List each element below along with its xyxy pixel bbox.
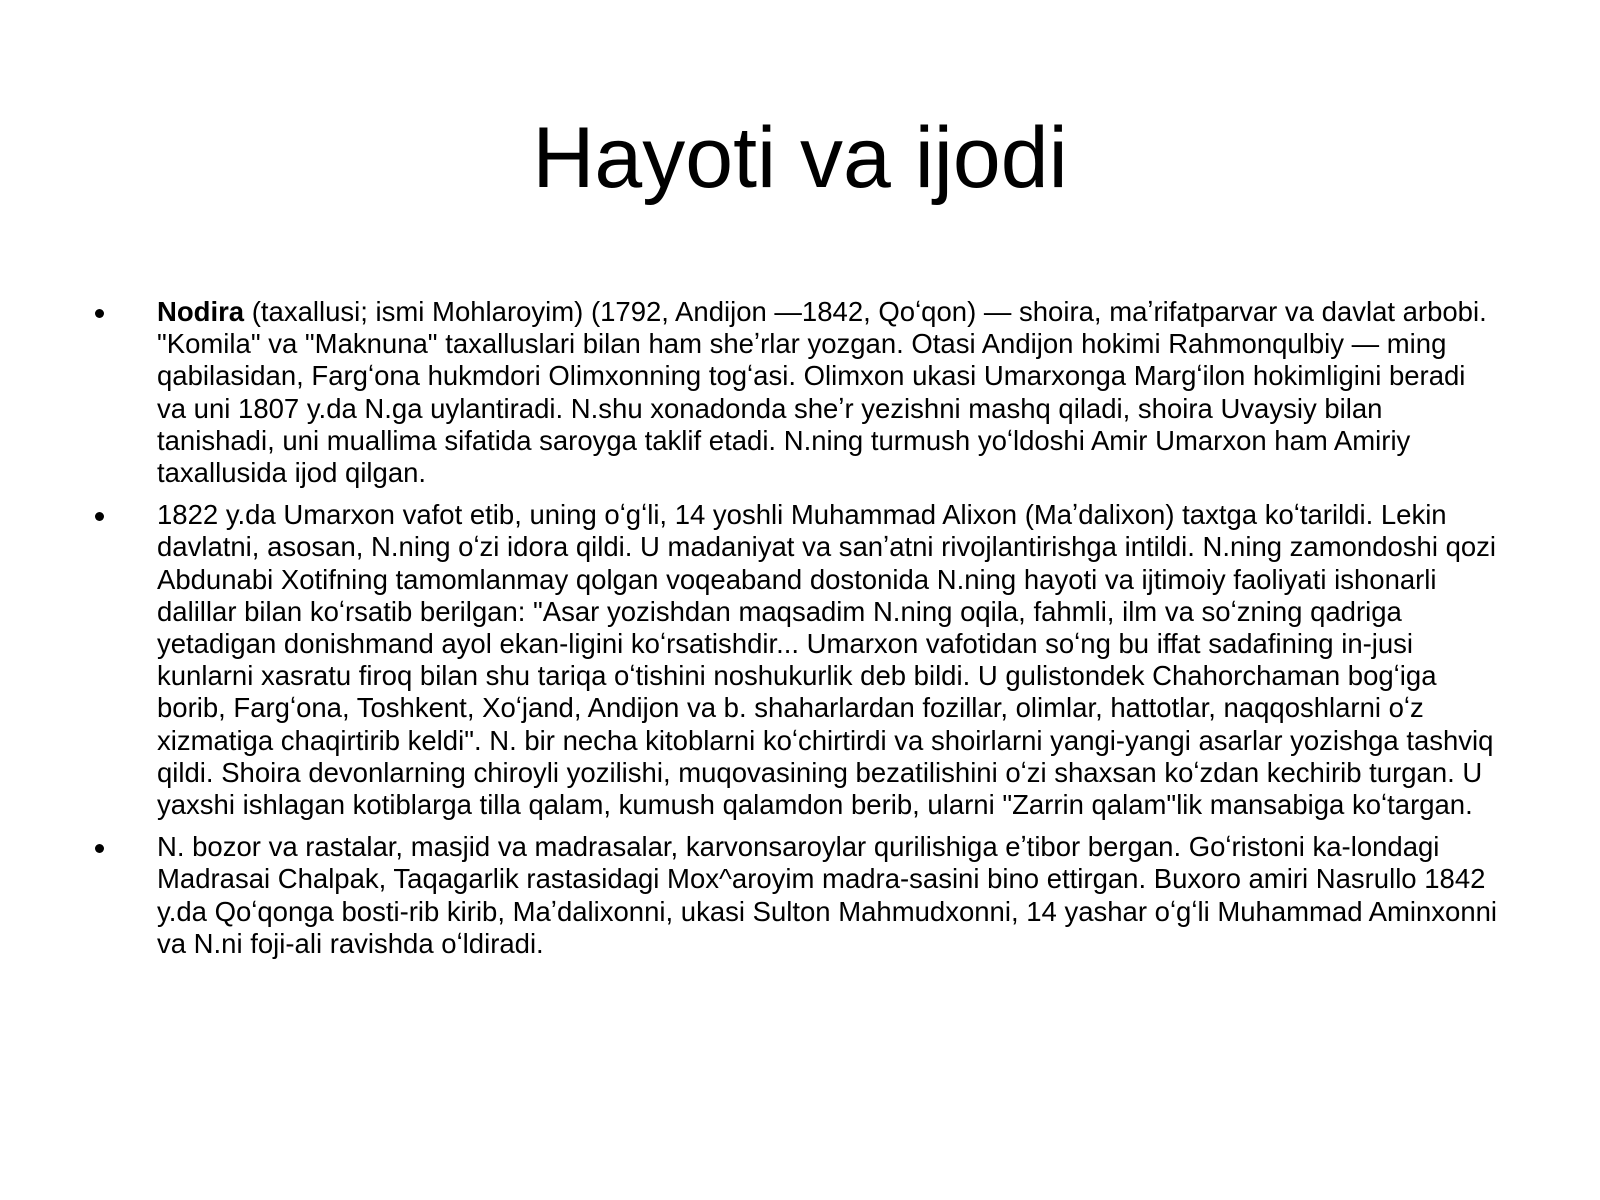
bullet-body: N. bozor va rastalar, masjid va madrasalar, karvonsaroylar qurilishiga eʼtibor bergan. Goʻristoni ka-londagi Madrasai Chalpak, Taqagarlik rastasidagi Mox^aroyim madra-sasini bino ettirgan. Buxoro amiri Nasrullo 1842 y.da Qoʻqonga bosti-rib kirib, Maʼdalixonni, ukasi Sulton Mahmudxonni, 14 yashar oʻgʻli Muhammad Aminxonni va N.ni foji-ali ravishda oʻldiradi.	[157, 831, 1498, 959]
list-item	[95, 296, 1500, 489]
list-item	[95, 831, 1500, 960]
bullet-text	[157, 499, 1500, 821]
bullet-dot-icon	[95, 844, 104, 853]
list-item	[95, 499, 1500, 821]
bullet-text	[157, 296, 1500, 489]
bullet-dot-icon	[95, 512, 104, 521]
bullet-body: 1822 y.da Umarxon vafot etib, uning oʻgʻli, 14 yoshli Muhammad Alixon (Maʼdalixon) taxtga koʻtarildi. Lekin davlatni, asosan, N.ning oʻzi idora qildi. U madaniyat va sanʼatni rivojlantirishga intildi. N.ning zamondoshi qozi Abdunabi Xotifning tamomlanmay qolgan voqeaband dostonida N.ning hayoti va ijtimoiy faoliyati ishonarli dalillar bilan koʻrsatib berilgan: "Asar yozishdan maqsadim N.ning oqila, fahmli, ilm va soʻzning qadriga yetadigan donishmand ayol ekan-ligini koʻrsatishdir... Umarxon vafotidan soʻng bu iffat sadafining in-jusi kunlarni xasratu firoq bilan shu tariqa oʻtishini noshukurlik deb bildi. U gulistondek Chahorchaman bogʻiga borib, Fargʻona, Toshkent, Xoʻjand, Andijon va b. shaharlardan fozillar, olimlar, hattotlar, naqqoshlarni oʻz xizmatiga chaqirtirib keldi". N. bir necha kitoblarni koʻchirtirdi va shoirlarni yangi-yangi asarlar yozishga tashviq qildi. Shoira devonlarning chiroyli yozilishi, muqovasining bezatilishini oʻzi shaxsan koʻzdan kechirib turgan. U yaxshi ishlagan kotiblarga tilla qalam, kumush qalamdon berib, ularni "Zarrin qalam"lik mansabiga koʻtargan.	[157, 499, 1497, 821]
bullet-dot-icon	[95, 309, 104, 318]
bullet-text	[157, 831, 1500, 960]
bullet-list	[95, 296, 1500, 970]
bullet-body: (taxallusi; ismi Mohlaroyim) (1792, Andijon —1842, Qoʻqon) — shoira, maʼrifatparvar va davlat arbobi. "Komila" va "Maknuna" taxalluslari bilan ham sheʼrlar yozgan. Otasi Andijon hokimi Rahmonqulbiy — ming qabilasidan, Fargʻona hukmdori Olimxonning togʻasi. Olimxon ukasi Umarxonga Margʻilon hokimligini beradi va uni 1807 y.da N.ga uylantiradi. N.shu xonadonda sheʼr yezishni mashq qiladi, shoira Uvaysiy bilan tanishadi, uni muallima sifatida saroyga taklif etadi. N.ning turmush yoʻldoshi Amir Umarxon ham Amiriy taxallusida ijod qilgan.	[157, 296, 1487, 489]
slide-title: Hayoti va ijodi	[532, 110, 1068, 206]
bullet-lead: Nodira	[157, 296, 245, 327]
